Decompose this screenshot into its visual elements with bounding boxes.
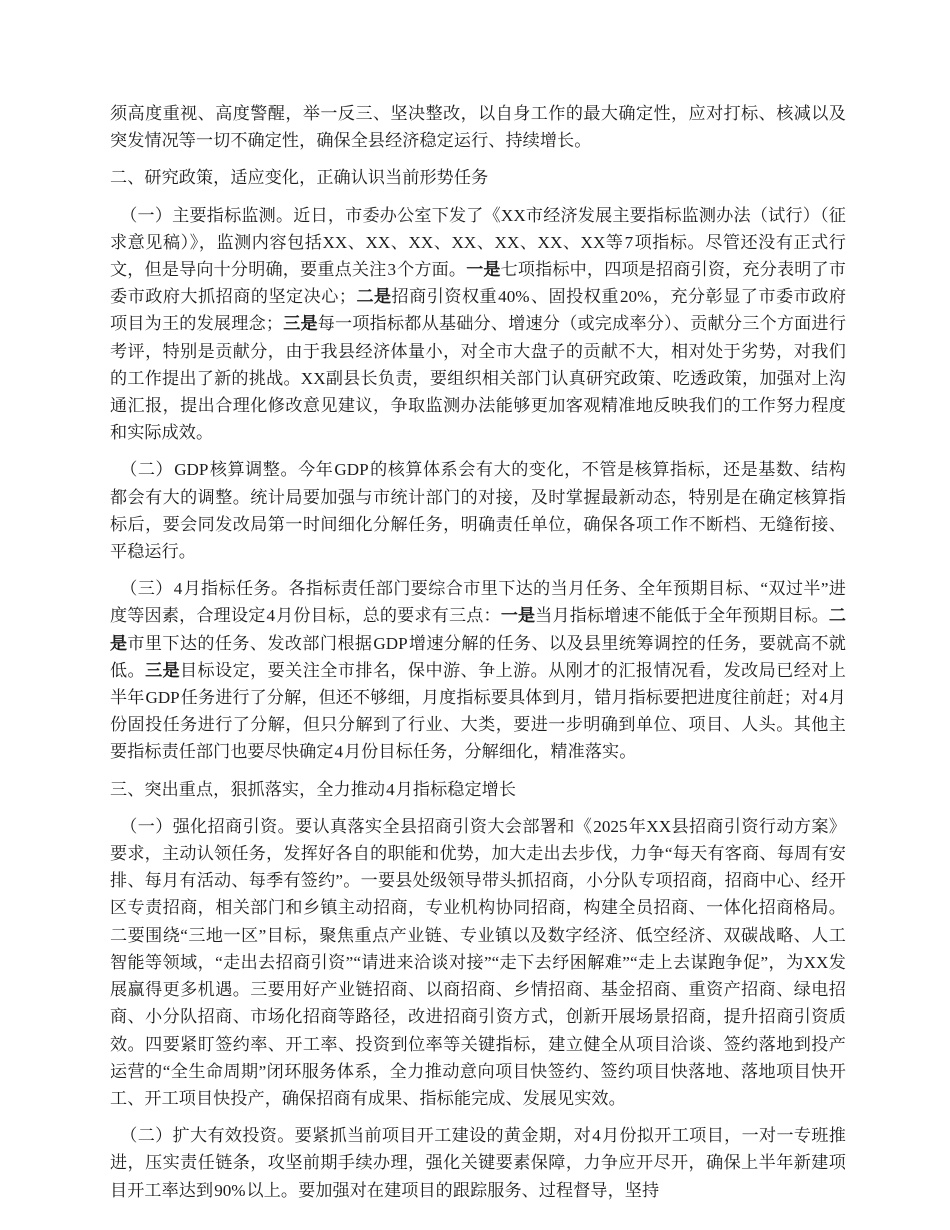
paragraph-3-1-investment-attraction: （一）强化招商引资。要认真落实全县招商引资大会部署和《2025年XX县招商引资行动方案》要求，主动认领任务，发挥好各自的职能和优势，加大走出去步伐，力争“每天有客商、每周有安排、每月有活动、每季有签约”。一要县处级领导带头抓招商，小分队专项招商，招商中心、经开区专责招商，相关部门和乡镇主动招商，专业机构协同招商，构建全员招商、一体化招商格局。二要围绕“三地一区”目标，聚焦重点产业链、专业镇以及数字经济、低空经济、双碳战略、人工智能等领域，“走出去招商引资”“请进来洽谈对接”“走下去纾困解难”“走上去谋跑争促”，为XX发展赢得更多机遇。三要用好产业链招商、以商招商、乡情招商、基金招商、重资产招商、绿电招商、小分队招商、市场化招商等路径，改进招商引资方式，创新开展场景招商，提升招商引资质效。四要紧盯签约率、开工率、投资到位率等关键指标，建立健全从项目洽谈、签约落地到投产运营的“全生命周期”闭环服务体系，全力推动意向项目快签约、签约项目快落地、落地项目快开工、开工项目快投产，确保招商有成果、指标能完成、发展见实效。 — [110, 816, 846, 1108]
latin-year: 2025 — [593, 816, 628, 836]
document-body — [110, 100, 846, 1204]
latin-gdp: GDP — [334, 460, 369, 480]
emphasis-first: 一是 — [500, 606, 536, 626]
latin-number: 4 — [819, 688, 828, 708]
paragraph-2-1-indicator-monitoring: （一）主要指标监测。近日，市委办公室下发了《XX市经济发展主要指标监测办法（试行）（征求意见稿）》，监测内容包括XX、XX、XX、XX、XX、XX、XX等7项指标。尽管还没有正式行文，但是导向十分明确，要重点关注3个方面。一是七项指标中，四项是招商引资，充分表明了市委市政府大抓招商的坚定决心；二是招商引资权重40%、固投权重20%，充分彰显了市委市政府项目为王的发展理念；三是每一项指标都从基础分、增速分（或完成率分）、贡献分三个方面进行考评，特别是贡献分，由于我县经济体量小，对全市大盘子的贡献不大，相对处于劣势，对我们的工作提出了新的挑战。XX副县长负责，要组织相关部门认真研究政策、吃透政策，加强对上沟通汇报，提出合理化修改意见建议，争取监测办法能够更加客观精准地反映我们的工作努力程度和实际成效。 — [110, 205, 847, 443]
latin-gdp: GDP — [145, 688, 180, 708]
emphasis-first: 一是 — [466, 260, 501, 280]
latin-number: 4 — [173, 579, 183, 599]
latin-number: 40% — [498, 287, 530, 307]
section-heading-three: 三、突出重点，狠抓落实，全力推动4月指标稳定增长 — [110, 779, 517, 799]
latin-xx: XX — [408, 232, 434, 252]
latin-gdp: GDP — [373, 633, 408, 653]
latin-number: 3 — [387, 260, 396, 280]
latin-xx: XX — [803, 952, 829, 972]
paragraph-2-3-april-targets: （三）4月指标任务。各指标责任部门要综合市里下达的当月任务、全年预期目标、“双过半”进度等因素，合理设定4月份目标，总的要求有三点：一是当月指标增速不能低于全年预期目标。二是市里下达的任务、发改部门根据GDP增速分解的任务、以及县里统筹调控的任务，要就高不就低。三是目标设定，要关注全市排名，保中游、争上游。从刚才的汇报情况看，发改局已经对上半年GDP任务进行了分解，但还不够细，月度指标要具体到月，错月指标要把进度往前赶；对4月份固投任务进行了分解，但只分解到了行业、大类，要进一步明确到单位、项目、人头。其他主要指标责任部门也要尽快确定4月份目标任务，分解细化，精准落实。 — [110, 579, 847, 762]
latin-number: 7 — [624, 232, 634, 252]
latin-xx: XX — [322, 232, 348, 252]
emphasis-second: 二是 — [356, 287, 392, 307]
latin-xx: XX — [451, 232, 477, 252]
latin-xx: XX — [494, 232, 520, 252]
latin-number: 90% — [214, 1180, 246, 1200]
latin-xx: XX — [580, 232, 606, 252]
latin-xx: XX — [365, 232, 391, 252]
latin-number: 4 — [266, 606, 276, 626]
emphasis-second: 二是 — [110, 606, 846, 653]
emphasis-third: 三是 — [283, 314, 318, 334]
latin-number: 4 — [592, 1126, 601, 1146]
paragraph-continued: 须高度重视、高度警醒，举一反三、坚决整改，以自身工作的最大确定性，应对打标、核减以及突发情况等一切不确定性，确保全县经济稳定运行、持续增长。 — [110, 104, 846, 151]
paragraph-2-2-gdp-accounting: （二）GDP核算调整。今年GDP的核算体系会有大的变化，不管是核算指标，还是基数、结构都会有大的调整。统计局要加强与市统计部门的对接，及时掌握最新动态，特别是在确定核算指标后，要会同发改局第一时间细化分解任务，明确责任单位，确保各项工作不断档、无缝衔接、平稳运行。 — [110, 460, 846, 562]
latin-number: 4 — [334, 742, 344, 762]
latin-xx: XX — [300, 368, 326, 388]
section-heading-two: 二、研究政策，适应变化，正确认识当前形势任务 — [110, 168, 489, 188]
latin-number: 20% — [620, 287, 652, 307]
latin-number: 4 — [386, 779, 395, 799]
latin-xx: XX — [537, 232, 563, 252]
latin-xx: XX — [500, 205, 526, 225]
latin-gdp: GDP — [174, 460, 209, 480]
latin-xx: XX — [646, 816, 672, 836]
paragraph-3-2-effective-investment: （二）扩大有效投资。要紧抓当前项目开工建设的黄金期，对4月份拟开工项目，一对一专班推进，压实责任链条，攻坚前期手续办理，强化关键要素保障，力争应开尽开，确保上半年新建项目开工率达到90%以上。要加强对在建项目的跟踪服务、过程督导，坚持 — [110, 1126, 846, 1200]
emphasis-third: 三是 — [145, 660, 180, 680]
